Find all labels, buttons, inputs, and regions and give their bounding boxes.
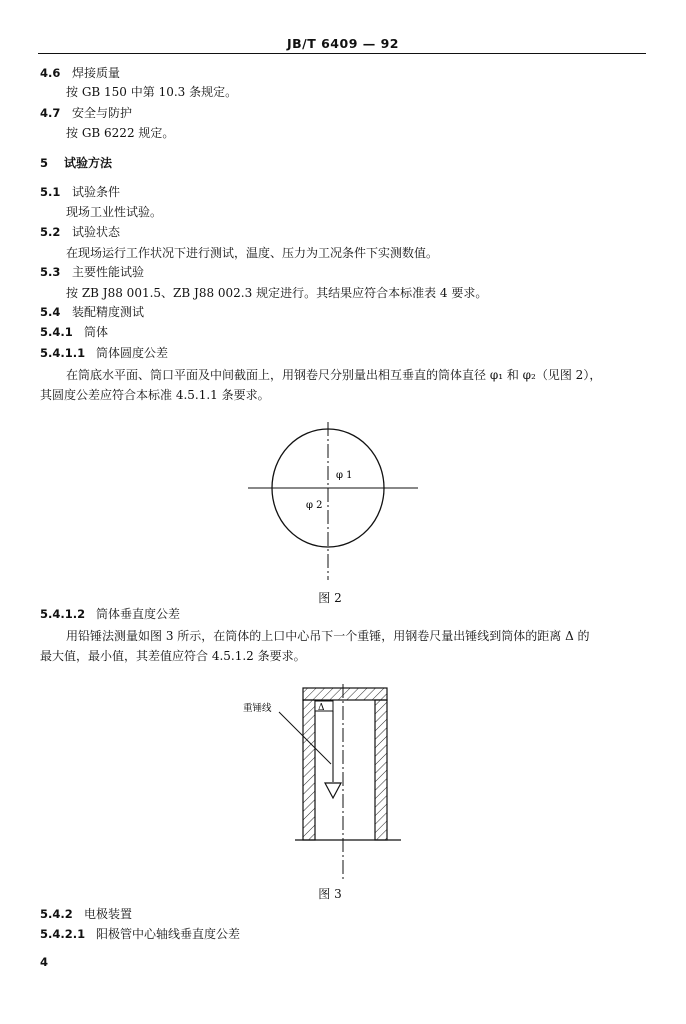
phi1-label: φ 1 <box>336 470 353 481</box>
header-rule <box>38 53 646 54</box>
section-title: 电极装置 <box>84 907 133 921</box>
section-4-6-body: 按 GB 150 中第 10.3 条规定。 <box>66 85 238 99</box>
figure-3-plumb-diagram <box>235 684 415 884</box>
section-title: 阳极管中心轴线垂直度公差 <box>96 927 241 941</box>
section-title: 试验状态 <box>72 225 121 239</box>
section-number: 5.4.1.2 <box>40 607 86 621</box>
delta-label: Δ <box>318 703 325 713</box>
section-5-4-1-1-body-line2: 其圆度公差应符合本标准 4.5.1.1 条要求。 <box>40 388 270 402</box>
section-5-4-1-2-body-line1: 用铅锤法测量如图 3 所示，在筒体的上口中心吊下一个重锤，用钢卷尺量出锤线到筒体的距离 Δ 的 <box>66 629 590 643</box>
section-title: 焊接质量 <box>72 66 121 80</box>
section-5-1-body: 现场工业性试验。 <box>66 205 163 219</box>
section-4-6-heading <box>40 65 120 81</box>
section-5-4-1-2-heading <box>40 606 180 622</box>
section-title: 主要性能试验 <box>72 265 145 279</box>
section-4-7-heading <box>40 105 132 121</box>
section-5-4-2-heading <box>40 906 132 922</box>
cylinder-right-wall <box>375 700 387 840</box>
section-5-4-heading <box>40 304 144 320</box>
section-5-2-body: 在现场运行工作状况下进行测试，温度、压力为工况条件下实测数值。 <box>66 246 439 260</box>
section-title: 装配精度测试 <box>72 305 145 319</box>
section-4-7-body: 按 GB 6222 规定。 <box>66 126 175 140</box>
cylinder-top-wall <box>303 688 387 700</box>
section-title: 试验条件 <box>72 185 121 199</box>
section-number: 5.2 <box>40 225 61 239</box>
section-title: 筒体垂直度公差 <box>96 607 181 621</box>
section-title: 安全与防护 <box>72 106 133 120</box>
section-number: 5.3 <box>40 265 61 279</box>
plumb-line-label: 重锤线 <box>243 703 272 714</box>
page-number: 4 <box>40 955 49 969</box>
chapter-title: 试验方法 <box>64 156 113 170</box>
chapter-5-heading <box>40 155 112 171</box>
section-5-1-heading <box>40 184 120 200</box>
section-number: 5.4 <box>40 305 61 319</box>
section-5-4-1-1-body-line1: 在筒底水平面、筒口平面及中间截面上，用钢卷尺分别量出相互垂直的筒体直径 φ₁ 和 φ₂（见图 2）， <box>66 368 602 382</box>
figure-3-caption: 图 3 <box>318 887 342 901</box>
cylinder-left-wall <box>303 700 315 840</box>
section-5-3-heading <box>40 264 144 280</box>
chapter-number: 5 <box>40 156 49 170</box>
section-5-4-2-1-heading <box>40 926 240 942</box>
figure-2-caption: 图 2 <box>318 591 342 605</box>
section-number: 5.4.1 <box>40 325 73 339</box>
section-number: 5.4.2 <box>40 907 73 921</box>
section-number: 4.6 <box>40 66 61 80</box>
section-title: 筒体圆度公差 <box>96 346 169 360</box>
section-5-3-body: 按 ZB J88 001.5、ZB J88 002.3 规定进行。其结果应符合本标准表 4 要求。 <box>66 286 488 300</box>
figure-2-circle-diagram <box>240 420 450 590</box>
section-5-2-heading <box>40 224 120 240</box>
section-number: 5.1 <box>40 185 61 199</box>
section-number: 5.4.1.1 <box>40 346 86 360</box>
section-5-4-1-heading <box>40 324 108 340</box>
section-5-4-1-1-heading <box>40 345 168 361</box>
section-number: 5.4.2.1 <box>40 927 86 941</box>
section-number: 4.7 <box>40 106 61 120</box>
plumb-bob <box>325 783 341 798</box>
document-code-header: JB/T 6409 — 92 <box>286 36 399 51</box>
phi2-label: φ 2 <box>306 500 323 511</box>
section-5-4-1-2-body-line2: 最大值，最小值，其差值应符合 4.5.1.2 条要求。 <box>40 649 306 663</box>
section-title: 筒体 <box>84 325 109 339</box>
